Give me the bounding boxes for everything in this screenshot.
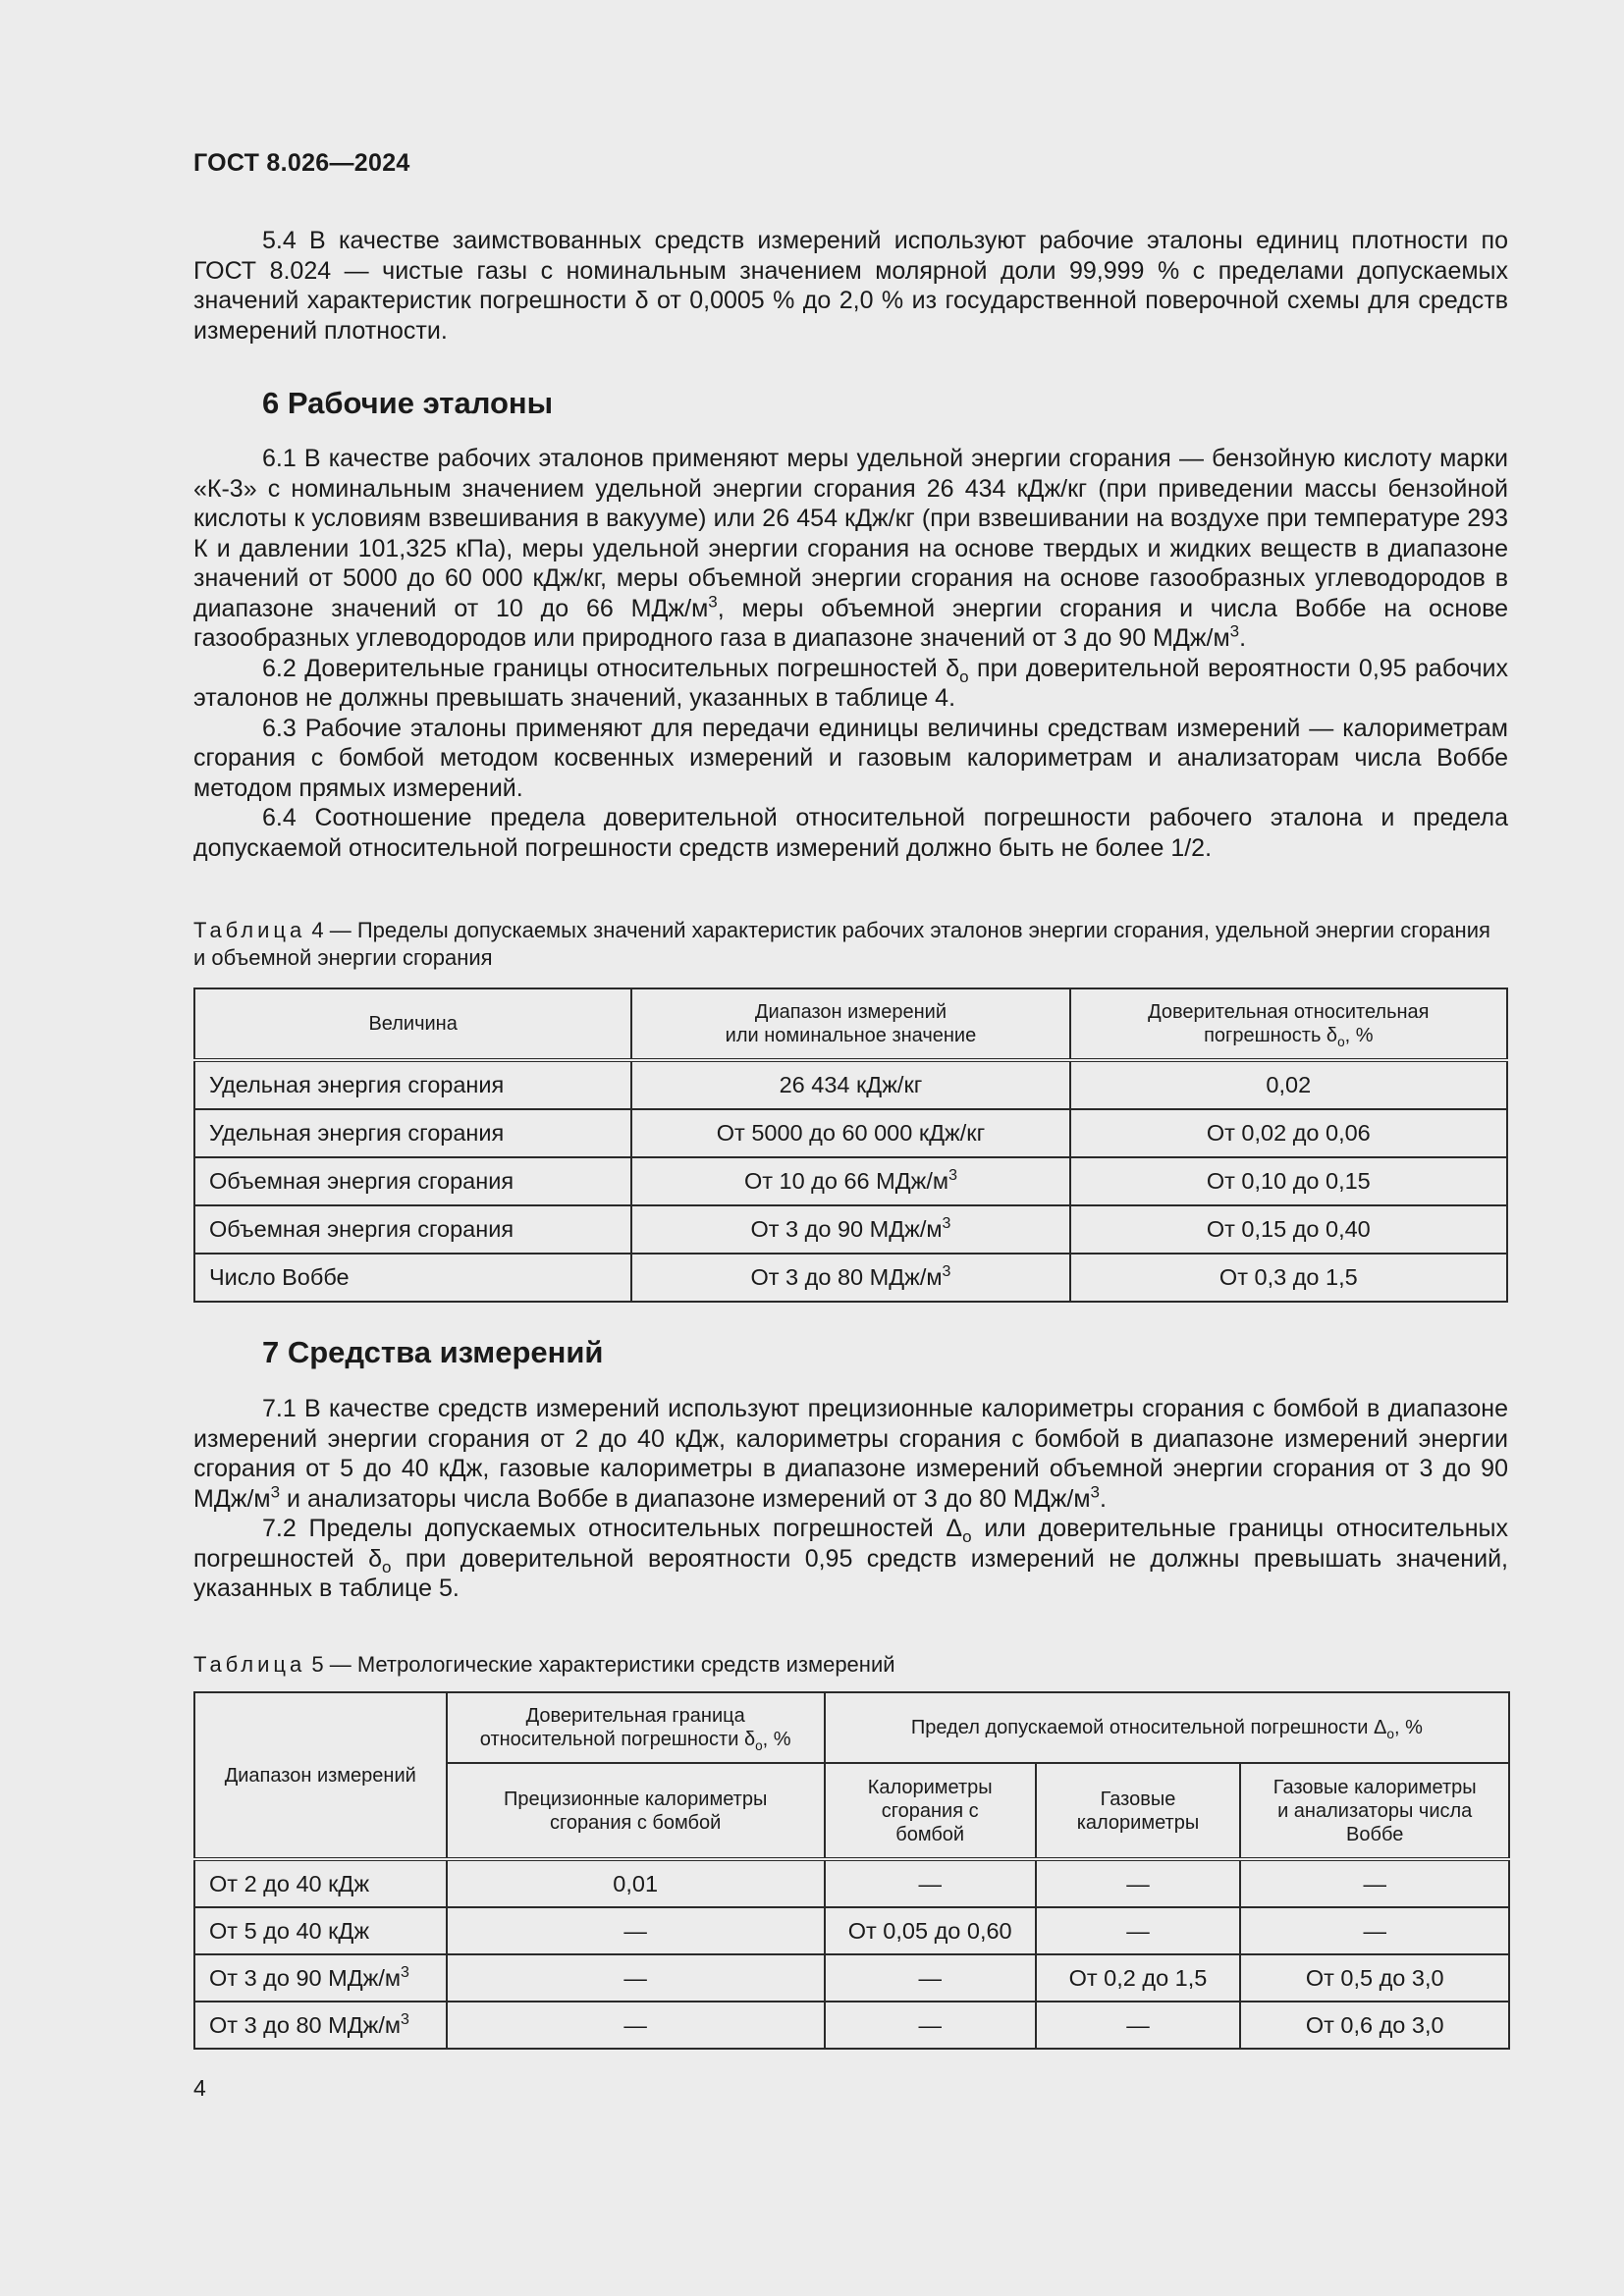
paragraph-6-4: 6.4 Соотношение предела доверительной относительной погрешности рабочего эталона и предела допускаемой относительной погрешности средств измерений должно быть не более 1/2.	[193, 804, 1508, 862]
cell-quantity: Объемная энергия сгорания	[194, 1157, 631, 1205]
paragraph-7-2-part-a: 7.2 Пределы допускаемых относительных погрешностей Δ	[262, 1515, 963, 1542]
table-row	[194, 1109, 1507, 1157]
table-row	[194, 1205, 1507, 1254]
cell-range	[194, 1954, 447, 2002]
header-line: Доверительная граница	[525, 1705, 745, 1727]
superscript-3: 3	[708, 592, 718, 612]
header-line: и анализаторы числа	[1277, 1799, 1473, 1822]
table-4-header-row	[194, 988, 1507, 1060]
cell-error: От 0,15 до 0,40	[1070, 1205, 1507, 1254]
table-row	[194, 1060, 1507, 1109]
header-line: относительной погрешности δ	[479, 1729, 756, 1750]
table-row	[194, 1157, 1507, 1205]
table-5-header-row	[194, 1692, 1509, 1763]
table-5	[193, 1691, 1510, 2050]
table-row	[194, 1254, 1507, 1302]
header-line: Газовые калориметры	[1272, 1776, 1477, 1798]
cell-range-text: От 3 до 90 МДж/м	[209, 1964, 402, 1991]
paragraph-6-2	[193, 654, 1508, 714]
subscript-o: о	[1386, 1727, 1394, 1741]
paragraph-7-2-part-b: или доверительные границы относительных погрешностей δ	[193, 1515, 1508, 1573]
header-line-end: , %	[1344, 1025, 1374, 1046]
section-6-body	[193, 444, 1508, 863]
subscript-o: о	[962, 1527, 972, 1546]
superscript-3: 3	[1090, 1482, 1101, 1502]
table-5-header-limit	[825, 1692, 1509, 1763]
table-4-caption-text: 4 — Пределы допускаемых значений характеристик рабочих эталонов энергии сгорания, удельной энергии сгорания и объемной энергии сгорания	[193, 918, 1490, 970]
superscript-3: 3	[270, 1482, 281, 1502]
table-5-header-precision-calorimeters	[447, 1763, 825, 1859]
table-row	[194, 1954, 1509, 2002]
subscript-o: о	[382, 1557, 392, 1576]
subscript-o: о	[755, 1738, 763, 1753]
cell-value: От 0,5 до 3,0	[1240, 1954, 1509, 2002]
subscript-o: о	[959, 667, 969, 686]
paragraph-7-1	[193, 1394, 1508, 1514]
paragraph-6-1-part-b: , меры объемной энергии сгорания и числа Воббе на основе газообразных углеводородов или природного газа в диапазоне значений от 3 до 90 МДж/м	[193, 594, 1508, 652]
cell-value: От 0,05 до 0,60	[825, 1907, 1036, 1954]
cell-value: —	[447, 1954, 825, 2002]
paragraph-6-1-part-c: .	[1239, 624, 1247, 652]
header-line: Прецизионные калориметры	[503, 1788, 768, 1810]
section-6-heading: 6 Рабочие эталоны	[262, 386, 554, 420]
paragraph-7-2	[193, 1514, 1508, 1604]
header-line: бомбой	[895, 1823, 965, 1845]
cell-range-sup: 3	[401, 1963, 409, 1981]
cell-value: —	[447, 1907, 825, 1954]
cell-value: От 0,2 до 1,5	[1036, 1954, 1241, 2002]
header-line: Калориметры	[867, 1776, 993, 1798]
paragraph-7-1-part-b: и анализаторы числа Воббе в диапазоне измерений от 3 до 80 МДж/м	[280, 1484, 1091, 1513]
cell-error: От 0,10 до 0,15	[1070, 1157, 1507, 1205]
table-5-header-wobbe-analyzers	[1240, 1763, 1509, 1859]
page-number: 4	[193, 2075, 206, 2101]
paragraph-6-3: 6.3 Рабочие эталоны применяют для передачи единицы величины средствам измерений — калориметрам сгорания с бомбой методом косвенных измерений и газовым калориметрам и анализаторам числа Воббе методом прямых измерений.	[193, 714, 1508, 802]
table-5-header-bomb-calorimeters	[825, 1763, 1036, 1859]
paragraph-6-1-part-a: 6.1 В качестве рабочих эталонов применяют меры удельной энергии сгорания — бензойную кислоту марки «К-3» с номинальным значением удельной энергии сгорания 26 434 кДж/кг (при приведении массы бензойной кислоты к условиям взвешивания в вакууме) или 26 454 кДж/кг (при взвешивании на воздухе при температуре 293 К и давлении 101,325 кПа), меры удельной энергии сгорания на основе твердых и жидких веществ в диапазоне значений от 5000 до 60 000 кДж/кг, меры объемной энергии сгорания на основе газообразных углеводородов в диапазоне значений от 10 до 66 МДж/м	[193, 445, 1508, 622]
cell-range	[631, 1205, 1069, 1254]
subscript-o: о	[1337, 1035, 1345, 1049]
cell-range-text: От 5 до 40 кДж	[209, 1917, 370, 1944]
cell-value: —	[825, 1859, 1036, 1907]
cell-range-text: От 5000 до 60 000 кДж/кг	[716, 1120, 986, 1146]
cell-range-text: От 10 до 66 МДж/м	[743, 1168, 949, 1194]
header-line: сгорания с	[881, 1799, 979, 1822]
header-line: или номинальное значение	[725, 1025, 977, 1046]
header-line: Газовые	[1100, 1788, 1176, 1810]
table-row	[194, 1859, 1509, 1907]
cell-error: От 0,02 до 0,06	[1070, 1109, 1507, 1157]
cell-value: —	[825, 2002, 1036, 2049]
table-4-caption	[193, 917, 1508, 972]
cell-quantity: Удельная энергия сгорания	[194, 1109, 631, 1157]
header-line: Предел допускаемой относительной погрешности Δ	[910, 1717, 1387, 1738]
cell-value: —	[1036, 1907, 1241, 1954]
cell-quantity: Удельная энергия сгорания	[194, 1060, 631, 1109]
paragraph-5-4: 5.4 В качестве заимствованных средств измерений используют рабочие эталоны единиц плотности по ГОСТ 8.024 — чистые газы с номинальным значением молярной доли 99,999 % с пределами допускаемых значений характеристик погрешности δ от 0,0005 % до 2,0 % из государственной поверочной схемы для средств измерений плотности.	[193, 227, 1508, 345]
section-7-body	[193, 1394, 1508, 1604]
paragraph-7-1-part-a: 7.1 В качестве средств измерений используют прецизионные калориметры сгорания с бомбой в диапазоне измерений энергии сгорания от 2 до 40 кДж, калориметры сгорания с бомбой в диапазоне измерений энергии сгорания от 5 до 40 кДж, газовые калориметры в диапазоне измерений объемной энергии сгорания от 3 до 90 МДж/м	[193, 1395, 1508, 1513]
header-line: Воббе	[1346, 1823, 1404, 1845]
table-row	[194, 2002, 1509, 2049]
table-5-caption-text: 5 — Метрологические характеристики средств измерений	[305, 1652, 895, 1677]
table-5-header-confidence	[447, 1692, 825, 1763]
cell-range-text: 26 434 кДж/кг	[779, 1072, 923, 1097]
cell-range	[631, 1254, 1069, 1302]
cell-value: —	[1036, 2002, 1241, 2049]
paragraph-6-2-part-b: при доверительной вероятности 0,95 рабочих эталонов не должны превышать значений, указанных в таблице 4.	[193, 654, 1508, 712]
section-7-heading: 7 Средства измерений	[262, 1335, 604, 1369]
paragraph-5-4-block	[193, 226, 1508, 346]
cell-range-sup: 3	[948, 1167, 957, 1185]
cell-range-text: От 3 до 90 МДж/м	[750, 1216, 943, 1242]
table-row	[194, 1907, 1509, 1954]
cell-value: От 0,6 до 3,0	[1240, 2002, 1509, 2049]
table-5-header-range: Диапазон измерений	[194, 1692, 447, 1859]
cell-value: —	[1036, 1859, 1241, 1907]
cell-value: —	[825, 1954, 1036, 2002]
cell-range	[194, 1859, 447, 1907]
cell-range	[631, 1060, 1069, 1109]
table-4-header-range	[631, 988, 1069, 1060]
cell-range-sup: 3	[942, 1263, 951, 1281]
cell-error: От 0,3 до 1,5	[1070, 1254, 1507, 1302]
header-line: погрешность δ	[1204, 1025, 1338, 1046]
document-code: ГОСТ 8.026—2024	[193, 149, 410, 177]
paragraph-7-1-part-c: .	[1100, 1484, 1107, 1513]
cell-value: —	[1240, 1859, 1509, 1907]
cell-value: —	[1240, 1907, 1509, 1954]
cell-quantity: Число Воббе	[194, 1254, 631, 1302]
table-5-header-gas-calorimeters	[1036, 1763, 1241, 1859]
header-line: Доверительная относительная	[1148, 1001, 1430, 1023]
table-5-caption	[193, 1651, 1508, 1679]
header-line: калориметры	[1076, 1811, 1200, 1834]
header-line-end: , %	[762, 1729, 791, 1750]
table-4-header-quantity: Величина	[194, 988, 631, 1060]
paragraph-6-1	[193, 444, 1508, 654]
cell-range-text: От 2 до 40 кДж	[209, 1870, 370, 1896]
paragraph-6-2-part-a: 6.2 Доверительные границы относительных погрешностей δ	[262, 654, 960, 682]
paragraph-7-2-part-c: при доверительной вероятности 0,95 средств измерений не должны превышать значений, указанных в таблице 5.	[193, 1544, 1508, 1602]
table-4-header-error	[1070, 988, 1507, 1060]
cell-range-sup: 3	[942, 1215, 951, 1233]
table-4	[193, 988, 1508, 1303]
table-4-caption-label: Таблица	[193, 918, 306, 942]
superscript-3: 3	[1229, 621, 1240, 641]
cell-range	[631, 1109, 1069, 1157]
cell-value: —	[447, 2002, 825, 2049]
cell-error: 0,02	[1070, 1060, 1507, 1109]
table-5-caption-label: Таблица	[193, 1652, 306, 1677]
cell-range	[194, 2002, 447, 2049]
cell-range-sup: 3	[401, 2010, 409, 2028]
cell-range	[631, 1157, 1069, 1205]
cell-range-text: От 3 до 80 МДж/м	[750, 1264, 943, 1290]
header-line: сгорания с бомбой	[550, 1811, 722, 1834]
cell-range-text: От 3 до 80 МДж/м	[209, 2011, 402, 2038]
cell-range	[194, 1907, 447, 1954]
cell-value: 0,01	[447, 1859, 825, 1907]
header-line-end: , %	[1393, 1717, 1423, 1738]
cell-quantity: Объемная энергия сгорания	[194, 1205, 631, 1254]
header-line: Диапазон измерений	[754, 1001, 947, 1023]
